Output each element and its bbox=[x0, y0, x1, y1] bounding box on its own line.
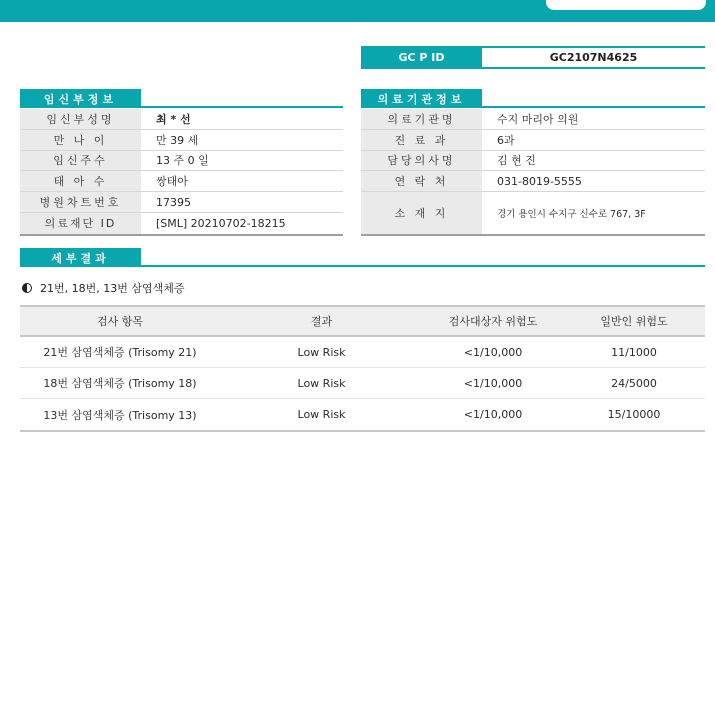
results-header-row bbox=[20, 307, 705, 337]
details-section-title: 세부결과 bbox=[20, 248, 141, 267]
department-label: 진 료 과 bbox=[361, 130, 482, 150]
foundation-id-value: [SML] 20210702-18215 bbox=[156, 216, 286, 230]
details-subtitle-text: 21번, 18번, 13번 삼염색체증 bbox=[40, 282, 185, 295]
table-row bbox=[20, 368, 705, 399]
foundation-id-label: 의료재단 ID bbox=[20, 213, 141, 234]
general-risk-cell: 24/5000 bbox=[611, 376, 657, 390]
fetus-count-value: 쌍태아 bbox=[156, 175, 188, 189]
address-label: 소 재 지 bbox=[361, 192, 482, 234]
gcp-id-value: GC2107N4625 bbox=[549, 51, 638, 64]
column-header-subject-risk: 검사대상자 위험도 bbox=[448, 315, 538, 328]
item-cell: 13번 삼염색체증 (Trisomy 13) bbox=[43, 408, 197, 422]
table-row bbox=[20, 337, 705, 368]
gcp-id-label: GC P ID bbox=[361, 48, 482, 67]
column-header-item: 검사 항목 bbox=[96, 315, 143, 328]
column-header-general-risk: 일반인 위험도 bbox=[600, 315, 668, 328]
result-cell: Low Risk bbox=[297, 376, 346, 390]
institution-name-value: 수지 마리아 의원 bbox=[497, 112, 579, 126]
patient-row bbox=[20, 213, 343, 234]
gestational-age-value: 13 주 0 일 bbox=[156, 154, 209, 168]
half-circle-icon bbox=[22, 283, 32, 293]
patient-row bbox=[20, 151, 343, 172]
patient-age-label: 만 나 이 bbox=[20, 130, 141, 150]
subject-risk-cell: <1/10,000 bbox=[463, 376, 523, 390]
patient-section-title: 임신부정보 bbox=[20, 89, 141, 108]
patient-row bbox=[20, 171, 343, 192]
subject-risk-cell: <1/10,000 bbox=[463, 408, 523, 421]
item-cell: 21번 삼염색체증 (Trisomy 21) bbox=[43, 346, 197, 359]
result-cell: Low Risk bbox=[297, 345, 346, 359]
institution-row bbox=[361, 109, 705, 130]
gcp-id-box bbox=[361, 46, 705, 69]
institution-row bbox=[361, 171, 705, 192]
details-section-header bbox=[20, 248, 705, 267]
patient-row bbox=[20, 130, 343, 151]
patient-name-value: 최 * 선 bbox=[156, 112, 191, 126]
patient-name-label: 임신부성명 bbox=[20, 109, 141, 129]
doctor-name-value: 김 현 진 bbox=[497, 154, 536, 168]
item-cell: 18번 삼염색체증 (Trisomy 18) bbox=[43, 377, 197, 390]
department-value: 6과 bbox=[497, 133, 515, 147]
doctor-name-label: 담당의사명 bbox=[361, 151, 482, 171]
institution-name-label: 의료기관명 bbox=[361, 109, 482, 129]
header-tab bbox=[546, 0, 706, 10]
patient-age-value: 만 39 세 bbox=[156, 133, 199, 147]
patient-row bbox=[20, 109, 343, 130]
general-risk-cell: 15/10000 bbox=[607, 408, 661, 421]
chart-number-value: 17395 bbox=[156, 195, 191, 209]
result-cell: Low Risk bbox=[297, 408, 346, 421]
institution-info-table bbox=[361, 109, 705, 236]
institution-row bbox=[361, 130, 705, 151]
institution-row bbox=[361, 151, 705, 172]
patient-info-table bbox=[20, 109, 343, 236]
column-header-result: 결과 bbox=[310, 315, 333, 328]
institution-row bbox=[361, 192, 705, 234]
general-risk-cell: 11/1000 bbox=[611, 345, 657, 359]
table-row bbox=[20, 399, 705, 430]
address-value: 경기 용인시 수지구 신수로 767, 3F bbox=[497, 208, 646, 220]
details-subtitle bbox=[22, 280, 184, 296]
contact-label: 연 락 처 bbox=[361, 171, 482, 191]
fetus-count-label: 태 아 수 bbox=[20, 171, 141, 191]
institution-section-header bbox=[361, 89, 705, 108]
chart-number-label: 병원차트번호 bbox=[20, 192, 141, 212]
results-table bbox=[20, 305, 705, 432]
gestational-age-label: 임신주수 bbox=[20, 151, 141, 171]
contact-value: 031-8019-5555 bbox=[497, 174, 582, 188]
subject-risk-cell: <1/10,000 bbox=[463, 345, 523, 359]
patient-section-header bbox=[20, 89, 343, 108]
patient-row bbox=[20, 192, 343, 213]
institution-section-title: 의료기관정보 bbox=[361, 89, 482, 108]
